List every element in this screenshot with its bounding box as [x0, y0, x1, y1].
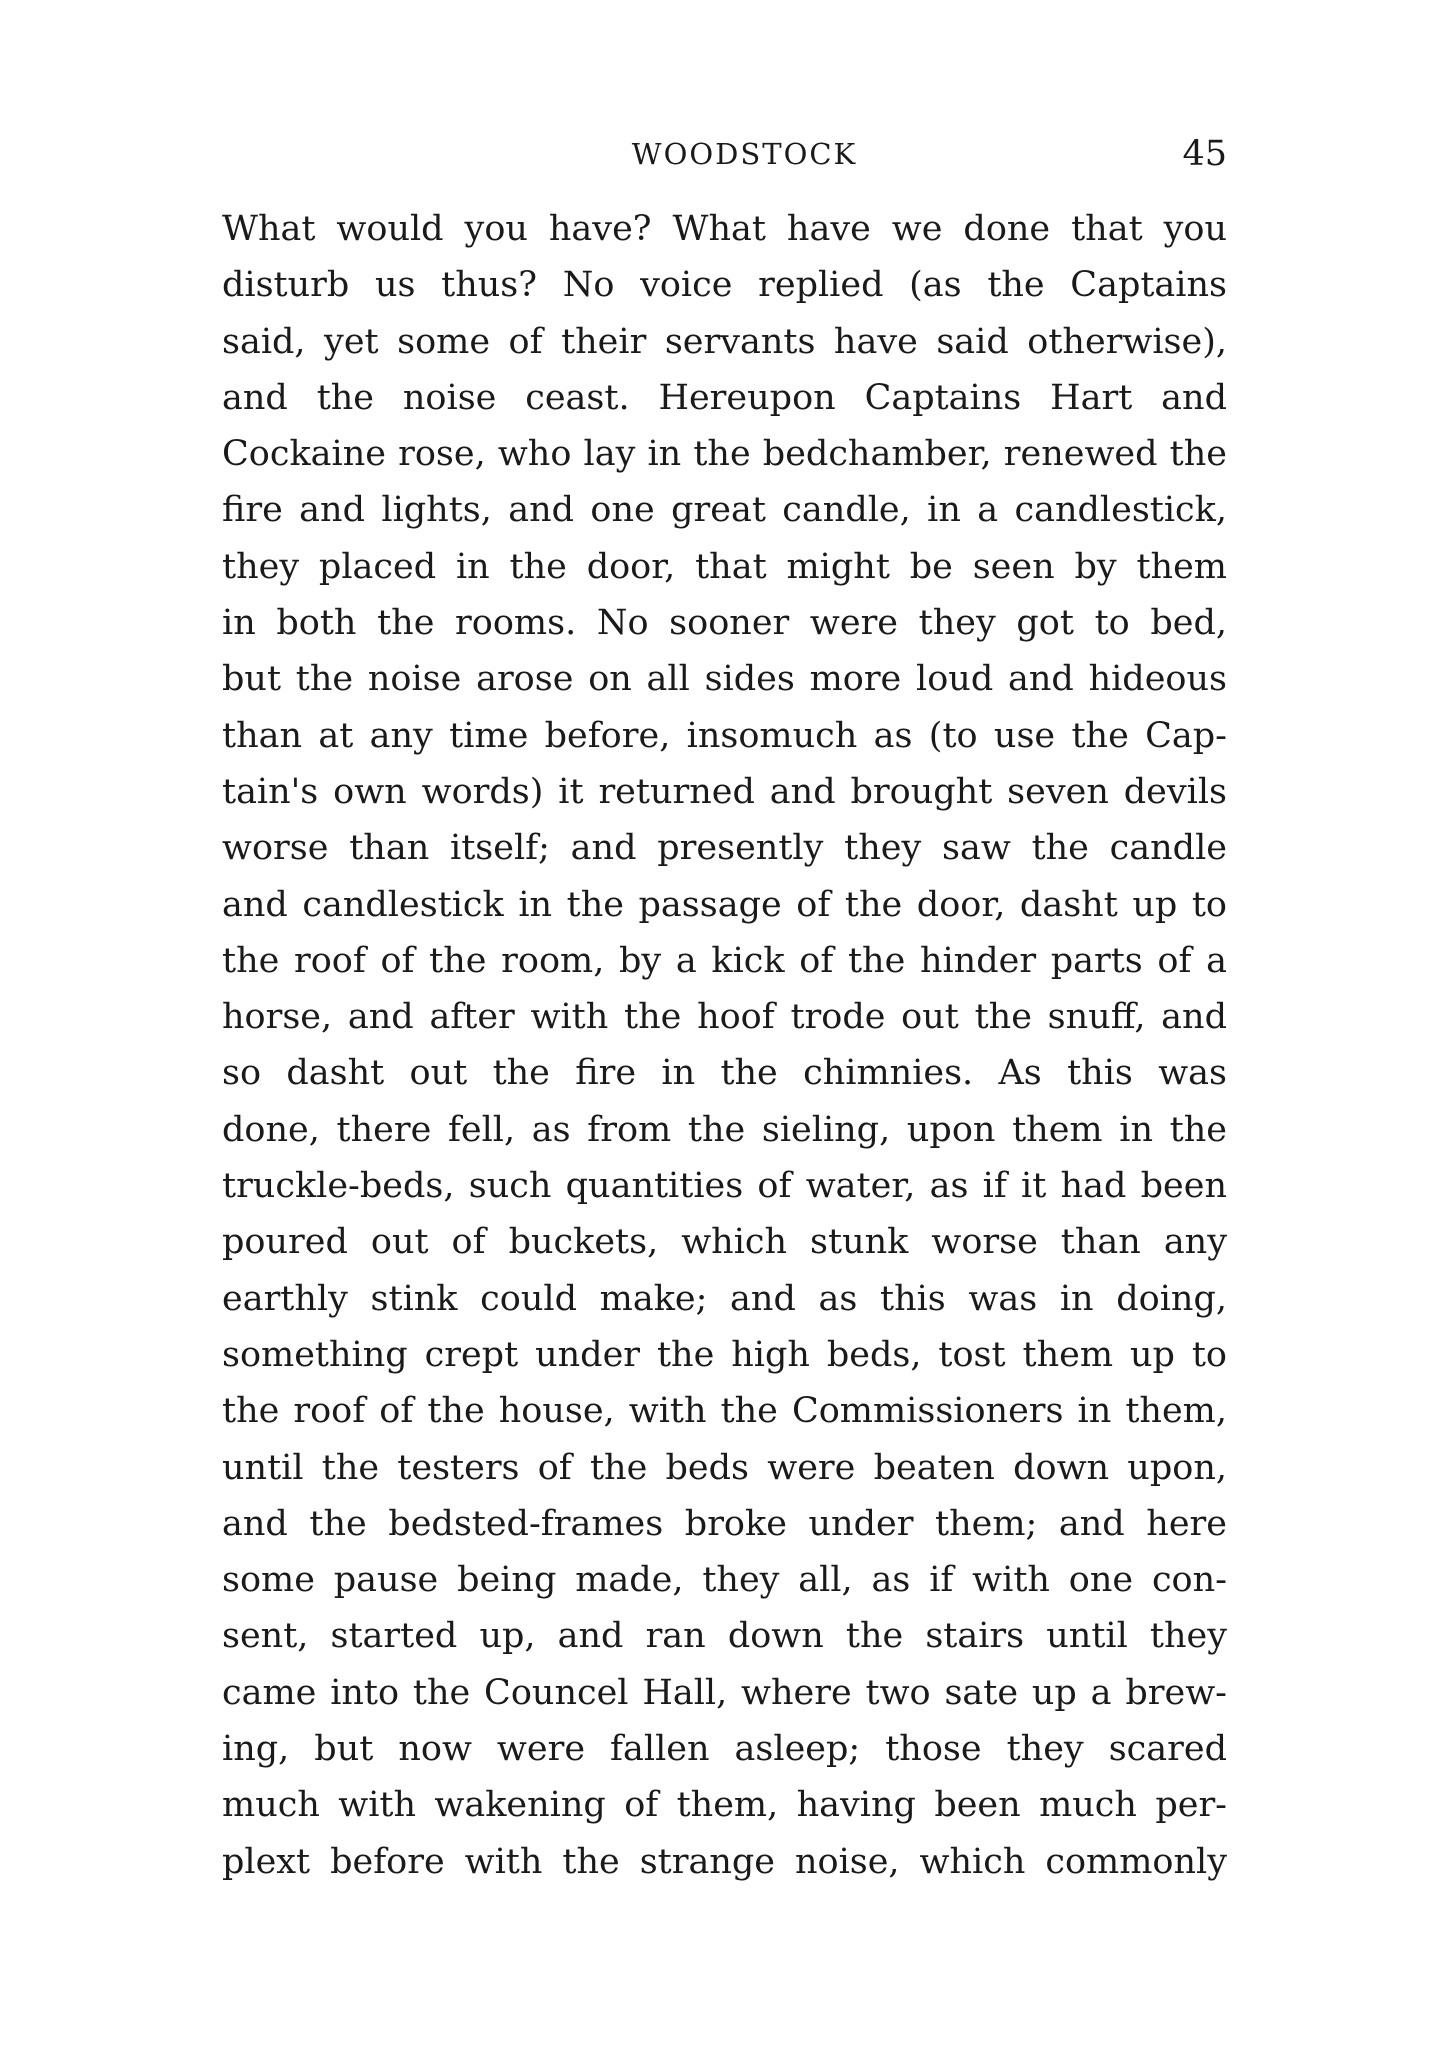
text-line: the roof of the room, by a kick of the hinder parts of a	[222, 940, 1227, 981]
text-line: much with wakening of them, having been much per-	[222, 1785, 1227, 1826]
text-line: so dasht out the fire in the chimnies. As this was	[222, 1053, 1227, 1094]
text-line: truckle-beds, such quantities of water, as if it had been	[222, 1166, 1227, 1207]
text-line: and candlestick in the passage of the door, dasht up to	[222, 884, 1227, 925]
running-title: WOODSTOCK	[631, 137, 858, 171]
text-line: the roof of the house, with the Commissioners in them,	[222, 1391, 1227, 1432]
running-head	[222, 132, 1227, 176]
text-line: tain's own words) it returned and brought seven devils	[222, 771, 1227, 812]
text-line: Cockaine rose, who lay in the bedchamber, renewed the	[222, 434, 1227, 475]
text-line: than at any time before, insomuch as (to use the Cap-	[222, 715, 1227, 756]
text-line: disturb us thus? No voice replied (as the Captains	[222, 265, 1227, 306]
text-line: ing, but now were fallen asleep; those they scared	[222, 1729, 1227, 1770]
text-line: done, there fell, as from the sieling, upon them in the	[222, 1109, 1227, 1150]
text-line: sent, started up, and ran down the stairs until they	[222, 1616, 1227, 1657]
text-line: and the noise ceast. Hereupon Captains Hart and	[222, 377, 1227, 418]
text-line: fire and lights, and one great candle, in a candlestick,	[222, 490, 1227, 531]
text-line: poured out of buckets, which stunk worse than any	[222, 1222, 1227, 1263]
text-line: earthly stink could make; and as this was in doing,	[222, 1278, 1227, 1319]
text-line: until the testers of the beds were beaten down upon,	[222, 1447, 1227, 1488]
text-line: came into the Councel Hall, where two sate up a brew-	[222, 1672, 1227, 1713]
text-line: but the noise arose on all sides more loud and hideous	[222, 659, 1227, 700]
text-line: What would you have? What have we done that you	[222, 209, 1227, 249]
text-line: said, yet some of their servants have said otherwise),	[222, 321, 1227, 362]
text-line: something crept under the high beds, tost them up to	[222, 1334, 1227, 1375]
text-line: plext before with the strange noise, which commonly	[222, 1841, 1227, 1882]
body-text	[222, 201, 1227, 1890]
text-line: in both the rooms. No sooner were they got to bed,	[222, 603, 1227, 644]
text-line: horse, and after with the hoof trode out the snuff, and	[222, 997, 1227, 1038]
text-line: and the bedsted-frames broke under them; and here	[222, 1503, 1227, 1544]
text-line: some pause being made, they all, as if with one con-	[222, 1560, 1227, 1601]
text-line: they placed in the door, that might be seen by them	[222, 546, 1227, 587]
text-line: worse than itself; and presently they saw the candle	[222, 828, 1227, 869]
page-number: 45	[1182, 134, 1227, 174]
